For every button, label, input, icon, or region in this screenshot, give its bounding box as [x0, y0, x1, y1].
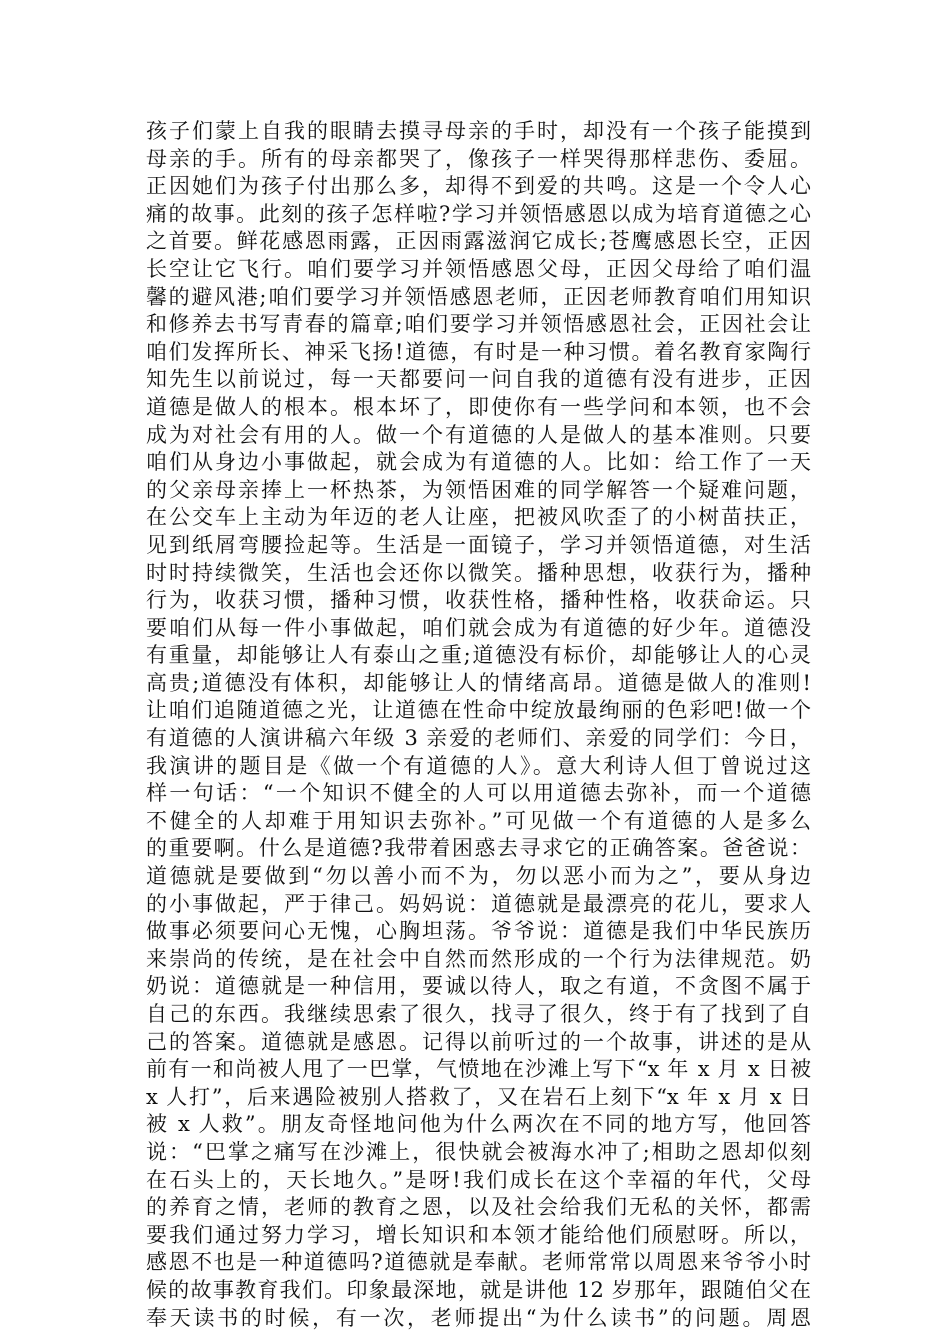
text-line: 馨的避风港;咱们要学习并领悟感恩老师，正因老师教育咱们用知识: [146, 284, 811, 309]
text-line: 咱们从身边小事做起，就会成为有道德的人。比如：给工作了一天: [146, 450, 811, 475]
text-line: 要咱们从每一件小事做起，咱们就会成为有道德的好少年。道德没: [146, 615, 811, 640]
text-line: 让咱们追随道德之光，让道德在性命中绽放最绚丽的色彩吧!做一个: [146, 698, 811, 723]
text-line: 痛的故事。此刻的孩子怎样啦?学习并领悟感恩以成为培育道德之心: [146, 201, 811, 226]
text-line: 母亲的手。所有的母亲都哭了，像孩子一样哭得那样悲伤、委屈。: [146, 146, 811, 171]
text-line: 来崇尚的传统，是在社会中自然而然形成的一个行为法律规范。奶: [146, 946, 811, 971]
body-text: [146, 118, 811, 1332]
text-line: 的父亲母亲捧上一杯热茶，为领悟困难的同学解答一个疑难问题，: [146, 477, 811, 502]
text-line: 感恩不也是一种道德吗?道德就是奉献。老师常常以周恩来爷爷小时: [146, 1250, 811, 1275]
text-line: 有道德的人演讲稿六年级 3 亲爱的老师们、亲爱的同学们：今日，: [146, 726, 811, 751]
text-line: 在石头上的，天长地久。”是呀!我们成长在这个幸福的年代，父母: [146, 1167, 811, 1192]
text-line: 见到纸屑弯腰捡起等。生活是一面镜子，学习并领悟道德，对生活: [146, 532, 811, 557]
text-line: 说：“巴掌之痛写在沙滩上，很快就会被海水冲了;相助之恩却似刻: [146, 1139, 811, 1164]
text-line: 和修养去书写青春的篇章;咱们要学习并领悟感恩社会，正因社会让: [146, 312, 811, 337]
text-line: 道德是做人的根本。根本坏了，即使你有一些学问和本领，也不会: [146, 394, 811, 419]
text-line: 时时持续微笑，生活也会还你以微笑。播种思想，收获行为，播种: [146, 560, 811, 585]
text-line: 长空让它飞行。咱们要学习并领悟感恩父母，正因父母给了咱们温: [146, 256, 811, 281]
text-line: 我演讲的题目是《做一个有道德的人》。意大利诗人但丁曾说过这: [146, 753, 811, 778]
text-line: 自己的东西。我继续思索了很久，找寻了很久，终于有了找到了自: [146, 1002, 811, 1026]
text-line: 被 x 人救”。朋友奇怪地问他为什么两次在不同的地方写，他回答: [146, 1112, 811, 1137]
text-line: 奉天读书的时候，有一次，老师提出“为什么读书”的问题。周恩: [146, 1305, 811, 1330]
text-line: 要我们通过努力学习，增长知识和本领才能给他们颀慰呀。所以，: [146, 1222, 811, 1247]
text-line: 道德就是要做到“勿以善小而不为，勿以恶小而为之”，要从身边: [146, 864, 811, 889]
text-line: 奶说：道德就是一种信用，要诚以待人，取之有道，不贪图不属于: [146, 974, 811, 999]
text-line: 候的故事教育我们。印象最深地，就是讲他 12 岁那年，跟随伯父在: [146, 1277, 811, 1302]
text-line: 成为对社会有用的人。做一个有道德的人是做人的基本准则。只要: [146, 422, 811, 447]
text-line: 在公交车上主动为年迈的老人让座，把被风吹歪了的小树苗扶正，: [146, 505, 811, 530]
text-line: 前有一和尚被人甩了一巴掌，气愤地在沙滩上写下“x 年 x 月 x 日被: [146, 1057, 811, 1082]
text-line: 有重量，却能够让人有泰山之重;道德没有标价，却能够让人的心灵: [146, 643, 811, 668]
text-line: 孩子们蒙上自我的眼睛去摸寻母亲的手时，却没有一个孩子能摸到: [146, 119, 811, 143]
text-line: 不健全的人却难于用知识去弥补。”可见做一个有道德的人是多么: [146, 808, 811, 833]
text-line: 做事必须要问心无愧，心胸坦荡。爷爷说：道德是我们中华民族历: [146, 919, 811, 944]
text-line: 之首要。鲜花感恩雨露，正因雨露滋润它成长;苍鹰感恩长空，正因: [146, 229, 811, 254]
text-line: 己的答案。道德就是感恩。记得以前听过的一个故事，讲述的是从: [146, 1029, 811, 1054]
text-line: 高贵;道德没有体积，却能够让人的情绪高昂。道德是做人的准则!: [146, 670, 811, 695]
text-line: 样一句话：“一个知识不健全的人可以用道德去弥补，而一个道德: [146, 781, 811, 806]
text-line: 正因她们为孩子付出那么多，却得不到爱的共鸣。这是一个令人心: [146, 174, 811, 199]
text-line: 知先生以前说过，每一天都要问一问自我的道德有没有进步，正因: [146, 367, 811, 392]
text-line: 的养育之情，老师的教育之恩，以及社会给我们无私的关怀，都需: [146, 1195, 811, 1220]
text-line: 咱们发挥所长、神采飞扬!道德，有时是一种习惯。着名教育家陶行: [146, 339, 811, 364]
text-line: x 人打”，后来遇险被别人搭救了，又在岩石上刻下“x 年 x 月 x 日: [146, 1084, 811, 1109]
text-line: 的重要啊。什么是道德?我带着困惑去寻求它的正确答案。爸爸说：: [146, 836, 811, 861]
text-line: 的小事做起，严于律己。妈妈说：道德就是最漂亮的花儿，要求人: [146, 891, 811, 916]
text-line: 行为，收获习惯，播种习惯，收获性格，播种性格，收获命运。只: [146, 588, 811, 613]
